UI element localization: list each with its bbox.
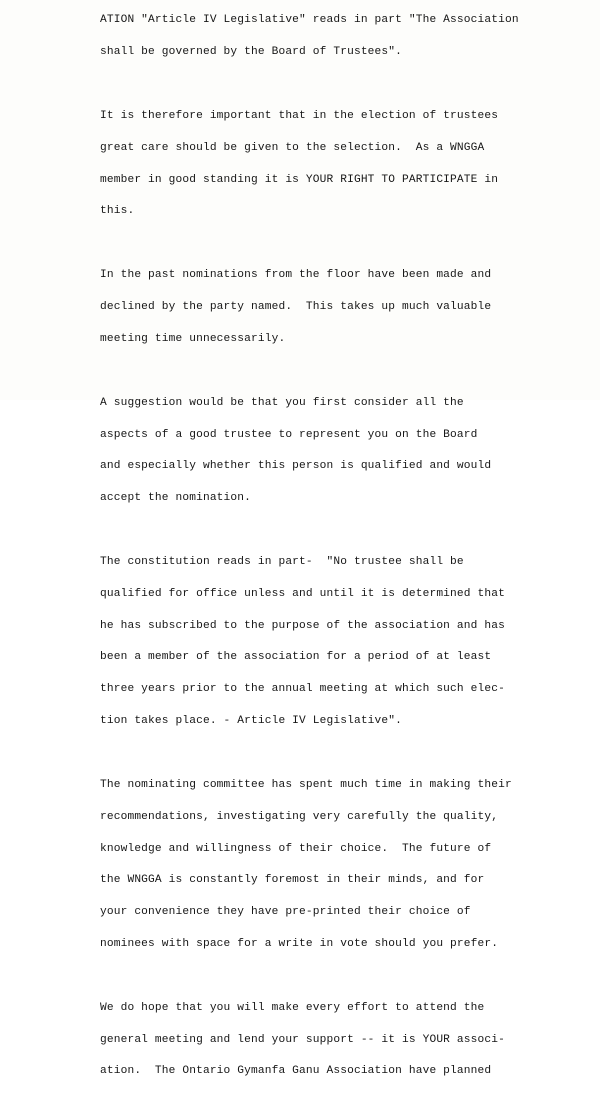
paragraph-nominating-committee bbox=[100, 759, 540, 971]
paragraph-general-meeting bbox=[100, 982, 540, 1099]
paragraph-suggestion bbox=[100, 377, 540, 525]
text-line: been a member of the association for a period of at least bbox=[100, 651, 492, 664]
text-line: A suggestion would be that you first consider all the bbox=[100, 396, 464, 409]
text-line: he has subscribed to the purpose of the association and has bbox=[100, 619, 505, 632]
text-line: nominees with space for a write in vote should you prefer. bbox=[100, 937, 499, 950]
text-line: It is therefore important that in the election of trustees bbox=[100, 109, 499, 122]
text-line: ATION "Article IV Legislative" reads in part "The Association bbox=[100, 14, 519, 27]
typed-letter-body bbox=[100, 0, 540, 1109]
text-line: ation. The Ontario Gymanfa Ganu Association have planned bbox=[100, 1065, 492, 1078]
text-line: We do hope that you will make every effort to attend the bbox=[100, 1001, 485, 1014]
text-line: knowledge and willingness of their choice. The future of bbox=[100, 842, 492, 855]
text-line: and especially whether this person is qualified and would bbox=[100, 460, 492, 473]
text-line: shall be governed by the Board of Trustees". bbox=[100, 45, 402, 58]
text-line: this. bbox=[100, 205, 135, 218]
paragraph-article-iv-quote bbox=[100, 0, 540, 79]
text-line: general meeting and lend your support -- it is YOUR associ- bbox=[100, 1033, 505, 1046]
text-line: the WNGGA is constantly foremost in their minds, and for bbox=[100, 874, 485, 887]
text-line: qualified for office unless and until it is determined that bbox=[100, 587, 505, 600]
text-line: great care should be given to the selection. As a WNGGA bbox=[100, 141, 485, 154]
text-line: declined by the party named. This takes up much valuable bbox=[100, 301, 492, 314]
text-line: recommendations, investigating very carefully the quality, bbox=[100, 810, 499, 823]
paragraph-constitution bbox=[100, 536, 540, 748]
text-line: The constitution reads in part- "No trustee shall be bbox=[100, 556, 464, 569]
text-line: accept the nomination. bbox=[100, 492, 251, 505]
paragraph-floor-nominations bbox=[100, 249, 540, 366]
text-line: meeting time unnecessarily. bbox=[100, 332, 286, 345]
text-line: member in good standing it is YOUR RIGHT TO PARTICIPATE in bbox=[100, 173, 499, 186]
text-line: The nominating committee has spent much time in making their bbox=[100, 778, 512, 791]
text-line: tion takes place. - Article IV Legislative". bbox=[100, 715, 402, 727]
text-line: three years prior to the annual meeting at which such elec- bbox=[100, 683, 505, 696]
text-line: In the past nominations from the floor have been made and bbox=[100, 269, 492, 282]
text-line: aspects of a good trustee to represent you on the Board bbox=[100, 428, 478, 441]
paragraph-election-importance bbox=[100, 90, 540, 238]
text-line: your convenience they have pre-printed their choice of bbox=[100, 906, 471, 919]
